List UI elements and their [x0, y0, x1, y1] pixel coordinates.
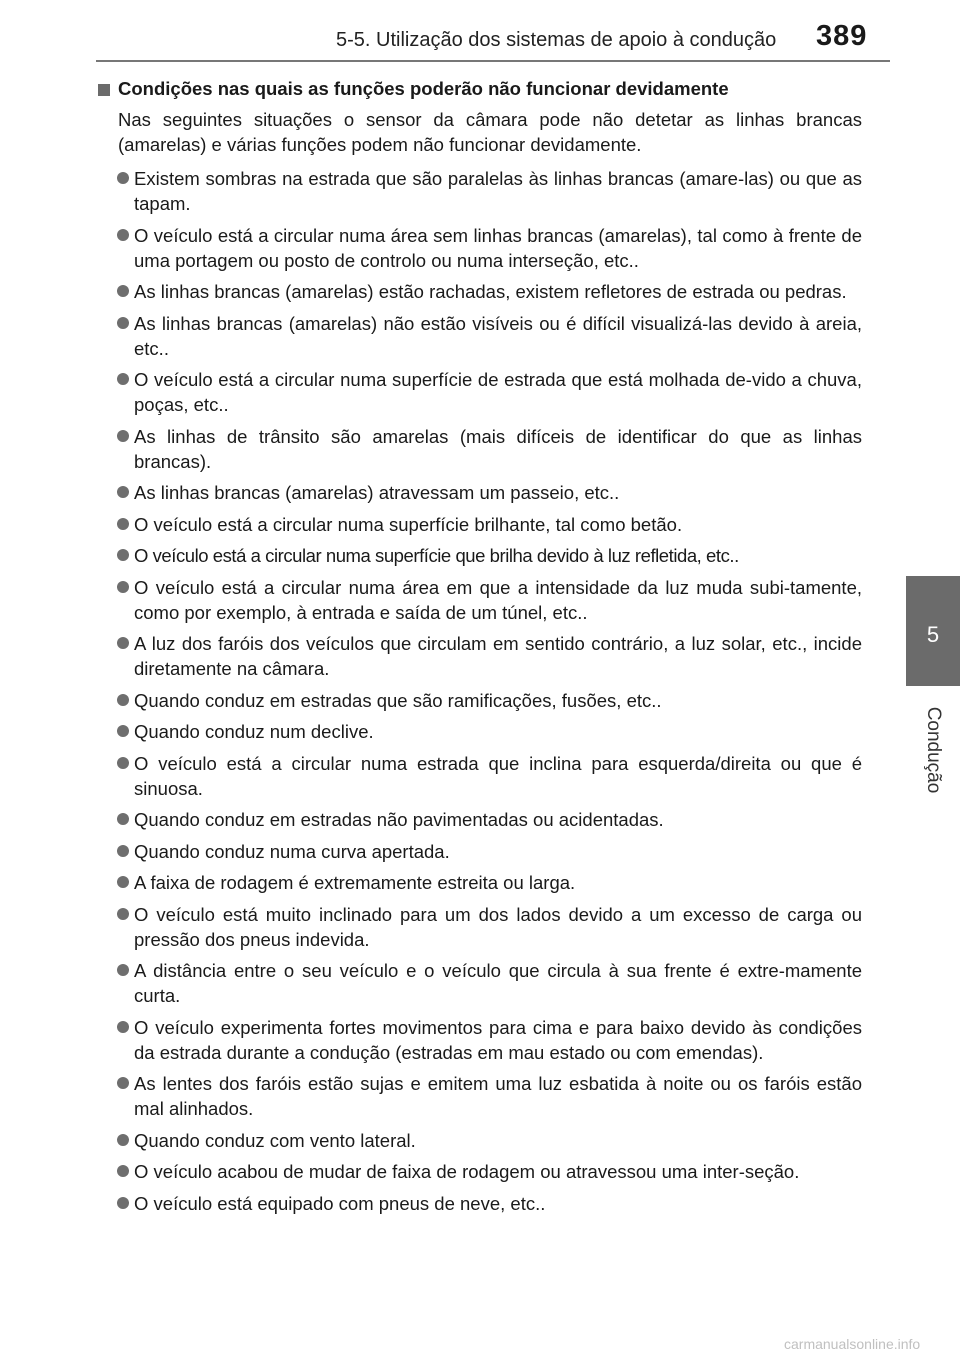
list-item-text: A luz dos faróis dos veículos que circulam em sentido contrário, a luz solar, etc., incide diretamente na câmara.: [134, 633, 862, 679]
list-item-text: As linhas brancas (amarelas) estão rachadas, existem refletores de estrada ou pedras.: [134, 281, 847, 302]
main-content: [96, 77, 862, 1222]
list-item-text: O veículo está a circular numa área em que a intensidade da luz muda subi-tamente, como por exemplo, à entrada e saída de um túnel, etc..: [134, 576, 862, 623]
circle-bullet-icon: [117, 549, 129, 561]
list-item-text: O veículo está a circular numa superfície brilhante, tal como betão.: [134, 513, 683, 535]
circle-bullet-icon: [117, 757, 129, 769]
circle-bullet-icon: [117, 1197, 129, 1209]
list-item-text: As linhas brancas (amarelas) não estão visíveis ou é difícil visualizá-las devido à areia, etc..: [134, 312, 862, 359]
chapter-label-container: [906, 700, 960, 800]
list-item-text: O veículo experimenta fortes movimentos para cima e para baixo devido às condições da estrada durante a condução (estradas em mau estado ou com emendas).: [134, 1016, 862, 1063]
circle-bullet-icon: [117, 637, 129, 649]
circle-bullet-icon: [117, 845, 129, 857]
page-number: 389: [816, 20, 868, 52]
circle-bullet-icon: [117, 694, 129, 706]
list-item: [96, 751, 862, 801]
list-item-text: O veículo acabou de mudar de faixa de rodagem ou atravessou uma inter-seção.: [134, 1161, 800, 1182]
list-item-text: O veículo está a circular numa estrada que inclina para esquerda/direita ou que é sinuosa.: [134, 752, 862, 799]
list-item-text: Quando conduz numa curva apertada.: [134, 840, 450, 862]
list-item: [96, 166, 862, 216]
circle-bullet-icon: [117, 486, 129, 498]
circle-bullet-icon: [117, 1165, 129, 1177]
list-item: [96, 870, 862, 895]
circle-bullet-icon: [117, 317, 129, 329]
list-item-text: O veículo está equipado com pneus de neve, etc..: [134, 1192, 546, 1214]
section-intro: Nas seguintes situações o sensor da câmara pode não detetar as linhas brancas (amarelas) e várias funções podem não funcionar devidamente.: [118, 109, 862, 155]
list-item-text: Quando conduz com vento lateral.: [134, 1129, 416, 1151]
circle-bullet-icon: [117, 813, 129, 825]
chapter-tab: [906, 576, 960, 686]
list-item: [96, 958, 862, 1008]
chapter-number: 5: [926, 622, 940, 647]
watermark: carmanualsonline.info: [784, 1336, 921, 1352]
list-item-text: A faixa de rodagem é extremamente estreita ou larga.: [134, 872, 576, 893]
list-item: [96, 1128, 862, 1153]
circle-bullet-icon: [117, 581, 129, 593]
section-heading: Condições nas quais as funções poderão não funcionar devidamente: [118, 78, 729, 99]
list-item: [96, 719, 862, 744]
list-item-text: O veículo está a circular numa superfície que brilha devido à luz refletida, etc..: [134, 545, 739, 566]
circle-bullet-icon: [117, 430, 129, 442]
list-item: [96, 367, 862, 417]
list-item-text: O veículo está a circular numa superfície de estrada que está molhada de-vido a chuva, poças, etc..: [134, 369, 862, 415]
circle-bullet-icon: [117, 1021, 129, 1033]
list-item-text: As linhas brancas (amarelas) atravessam um passeio, etc..: [134, 482, 620, 503]
circle-bullet-icon: [117, 518, 129, 530]
circle-bullet-icon: [117, 1134, 129, 1146]
list-item-text: As lentes dos faróis estão sujas e emitem uma luz esbatida à noite ou os faróis estão mal alinhados.: [134, 1073, 862, 1119]
list-item: [96, 1191, 862, 1216]
list-item-text: O veículo está a circular numa área sem linhas brancas (amarelas), tal como à frente de uma portagem ou posto de controlo ou numa interseção, etc..: [134, 224, 862, 271]
header-section-title: 5-5. Utilização dos sistemas de apoio à condução: [336, 29, 777, 51]
circle-bullet-icon: [117, 1077, 129, 1089]
list-item-text: Quando conduz num declive.: [134, 721, 374, 742]
square-bullet-icon: [98, 84, 110, 96]
list-item: [96, 1015, 862, 1065]
list-item: [96, 839, 862, 864]
header-divider: [96, 60, 890, 62]
list-item: [96, 902, 862, 952]
list-item: [96, 311, 862, 361]
circle-bullet-icon: [117, 964, 129, 976]
section-heading-row: [96, 77, 862, 101]
circle-bullet-icon: [117, 876, 129, 888]
list-item: [96, 1071, 862, 1121]
page-header: [0, 0, 960, 64]
list-item: [96, 480, 862, 505]
list-item: [96, 424, 862, 474]
list-item-text: Quando conduz em estradas que são ramificações, fusões, etc..: [134, 689, 662, 711]
circle-bullet-icon: [117, 229, 129, 241]
circle-bullet-icon: [117, 285, 129, 297]
list-item: [96, 223, 862, 273]
list-item: [96, 631, 862, 681]
circle-bullet-icon: [117, 725, 129, 737]
list-item: [96, 575, 862, 625]
circle-bullet-icon: [117, 172, 129, 184]
list-item-text: Quando conduz em estradas não pavimentadas ou acidentadas.: [134, 809, 664, 830]
list-item-text: A distância entre o seu veículo e o veículo que circula à sua frente é extre-mamente curta.: [134, 960, 862, 1006]
list-item: [96, 807, 862, 832]
list-item: [96, 1159, 862, 1184]
circle-bullet-icon: [117, 373, 129, 385]
list-item: [96, 688, 862, 713]
list-item: [96, 543, 862, 568]
circle-bullet-icon: [117, 908, 129, 920]
list-item-text: As linhas de trânsito são amarelas (mais difíceis de identificar do que as linhas brancas).: [134, 425, 862, 472]
chapter-label: Condução: [923, 706, 944, 794]
conditions-list: [96, 166, 862, 1216]
list-item-text: O veículo está muito inclinado para um dos lados devido a um excesso de carga ou pressão dos pneus indevida.: [134, 903, 862, 950]
list-item: [96, 279, 862, 304]
list-item: [96, 512, 862, 537]
list-item-text: Existem sombras na estrada que são paralelas às linhas brancas (amare-las) ou que as tapam.: [134, 168, 862, 214]
